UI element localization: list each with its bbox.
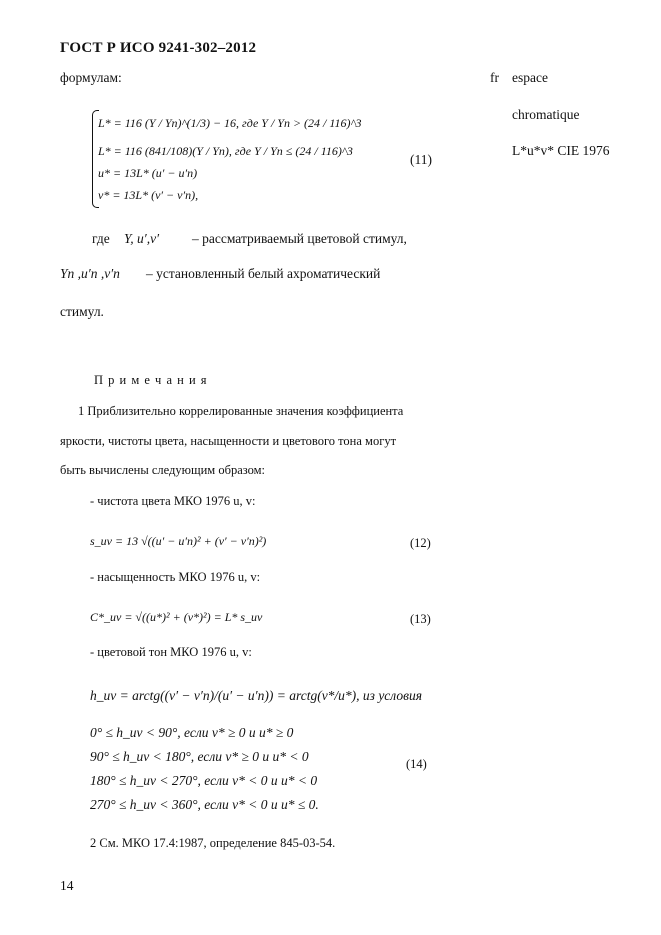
definition-vars-1: Y, u′,v′	[124, 231, 160, 246]
note1-line1: 1 Приблизительно коррелированные значения коэффициента	[78, 404, 404, 418]
hue-label: - цветовой тон МКО 1976 u, v:	[90, 645, 252, 659]
definition-vars-2: Yn ,u′n ,v′n	[60, 266, 120, 281]
definition-text-3: стимул.	[60, 304, 104, 319]
definition-text-2: – установленный белый ахроматический	[146, 266, 381, 281]
note2: 2 См. МКО 17.4:1987, определение 845-03-54.	[90, 836, 336, 850]
side-note-word3: L*u*v* CIE 1976	[512, 143, 610, 158]
formula14-cond2: 90° ≤ h_uv < 180°, если v* ≥ 0 и u* < 0	[90, 749, 309, 764]
definition-text-1: – рассматриваемый цветовой стимул,	[192, 231, 407, 246]
intro-text: формулам:	[60, 70, 122, 85]
purity-label: - чистота цвета МКО 1976 u, v:	[90, 494, 256, 508]
formula11-line1: L* = 116 (Y / Yn)^(1/3) − 16, где Y / Yn > (24 / 116)^3	[98, 116, 362, 130]
formula12-text: s_uv = 13 √((u′ − u′n)² + (v′ − v′n)²)	[90, 534, 267, 548]
formula11-line3: u* = 13L* (u′ − u′n)	[98, 166, 198, 180]
note1-line2: яркости, чистоты цвета, насыщенности и цветового тона могут	[60, 434, 397, 448]
definition-prefix: где	[92, 231, 110, 246]
formula11-line4: v* = 13L* (v′ − v′n),	[98, 188, 199, 202]
document-header: ГОСТ Р ИСО 9241-302–2012	[60, 40, 257, 56]
formula11-line2: L* = 116 (841/108)(Y / Yn), где Y / Yn ≤ (24 / 116)^3	[98, 144, 353, 158]
notes-heading: П р и м е ч а н и я	[94, 373, 208, 387]
formula14-cond1: 0° ≤ h_uv < 90°, если v* ≥ 0 и u* ≥ 0	[90, 725, 294, 740]
formula12-number: (12)	[410, 536, 431, 550]
note1-line3: быть вычислены следующим образом:	[60, 463, 266, 477]
formula11-number: (11)	[410, 152, 432, 167]
side-note-lang: fr	[490, 70, 499, 85]
formula14-main: h_uv = arctg((v′ − v′n)/(u′ − u′n)) = arctg(v*/u*), из условия	[90, 688, 422, 703]
formula14-cond3: 180° ≤ h_uv < 270°, если v* < 0 и u* < 0	[90, 773, 318, 788]
saturation-label: - насыщенность МКО 1976 u, v:	[90, 570, 261, 584]
side-note-word2: chromatique	[512, 107, 580, 122]
formula14-cond4: 270° ≤ h_uv < 360°, если v* < 0 и u* ≤ 0.	[90, 797, 319, 812]
formula13-text: C*_uv = √((u*)² + (v*)²) = L* s_uv	[90, 610, 263, 624]
formula13-number: (13)	[410, 612, 431, 626]
formula14-number: (14)	[406, 757, 427, 771]
side-note-word1: espace	[512, 70, 548, 85]
page-number: 14	[60, 878, 74, 893]
